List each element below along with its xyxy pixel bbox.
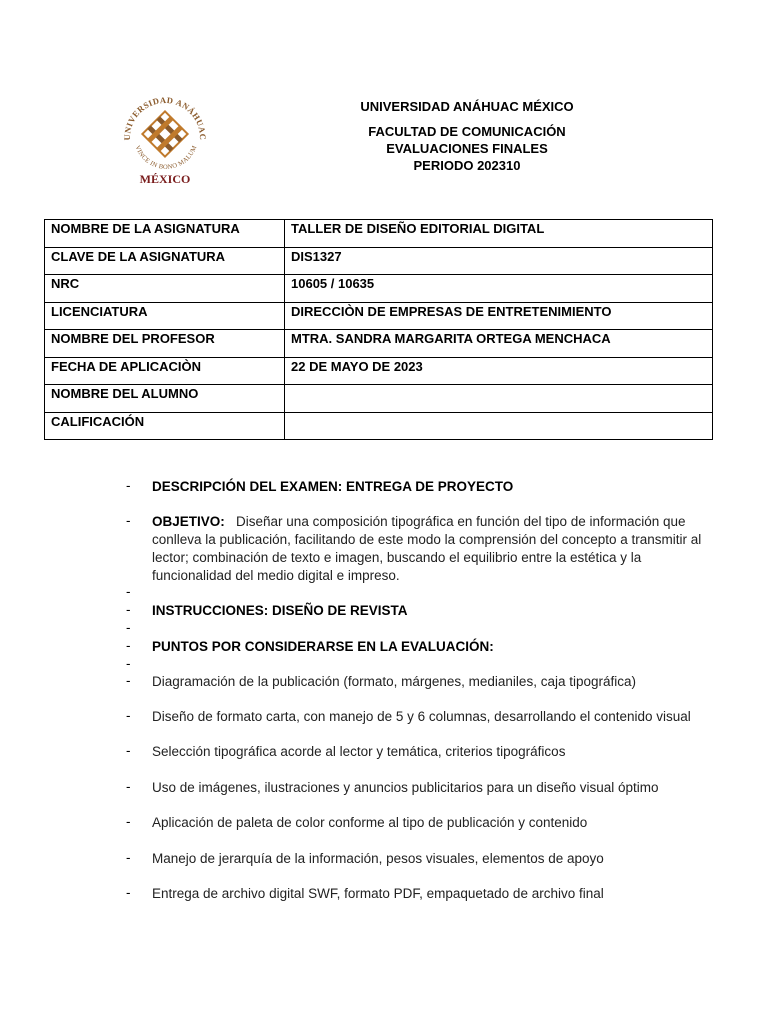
logo-emblem-icon [142,111,187,156]
table-row [45,357,713,385]
svg-text:VINCE IN BONO MALUM [134,145,199,171]
table-row [45,412,713,440]
table-label: NOMBRE DE LA ASIGNATURA [45,220,285,248]
point-item: Aplicación de paleta de color conforme al tipo de publicación y contenido [152,815,588,830]
table-row [45,385,713,413]
table-label: CALIFICACIÓN [45,412,285,440]
point-item: Uso de imágenes, ilustraciones y anuncios publicitarios para un diseño visual óptimo [152,780,659,795]
point-item: Selección tipográfica acorde al lector y temática, criterios tipográficos [152,744,566,759]
faculty-name: FACULTAD DE COMUNICACIÓN [368,124,566,139]
table-value: TALLER DE DISEÑO EDITORIAL DIGITAL [285,220,713,248]
logo-ring-top: UNIVERSIDAD ANÁHUAC [121,94,209,141]
exam-description: DESCRIPCIÓN DEL EXAMEN: ENTREGA DE PROYECTO [152,479,514,494]
table-row [45,247,713,275]
logo-city: MÉXICO [139,172,191,186]
instructions: INSTRUCCIONES: DISEÑO DE REVISTA [152,603,408,618]
points-heading: PUNTOS POR CONSIDERARSE EN LA EVALUACIÓN: [152,639,494,654]
university-logo [116,86,214,190]
table-value grade-field [285,412,713,440]
course-info-table [44,219,713,440]
table-label: NRC [45,275,285,303]
svg-text:UNIVERSIDAD ANÁHUAC [122,95,208,141]
table-label: NOMBRE DEL PROFESOR [45,330,285,358]
table-value: DIRECCIÒN DE EMPRESAS DE ENTRETENIMIENTO [285,302,713,330]
table-row [45,330,713,358]
table-value: DIS1327 [285,247,713,275]
point-item: Manejo de jerarquía de la información, pesos visuales, elementos de apoyo [152,851,604,866]
table-label: FECHA DE APLICACIÒN [45,357,285,385]
table-row [45,275,713,303]
table-label: NOMBRE DEL ALUMNO [45,385,285,413]
objective-text: Diseñar una composición tipográfica en función del tipo de información que conlleva la publicación, facilitando de este modo la comprensión del concepto a transmitir al lector; combinación de texto e imagen, buscando el equilibrio entre la estética y la funcionalidad del medio digital e impreso. [152,514,702,583]
table-label: CLAVE DE LA ASIGNATURA [45,247,285,275]
point-item: Diagramación de la publicación (formato, márgenes, medianiles, caja tipográfica) [152,674,636,689]
table-row [45,220,713,248]
point-item: Diseño de formato carta, con manejo de 5 y 6 columnas, desarrollando el contenido visual [152,709,691,724]
document-header [300,98,634,174]
logo-ring-bottom: VINCE IN BONO MALUM [133,144,199,171]
objective-label: OBJETIVO: [152,514,225,529]
university-name: UNIVERSIDAD ANÁHUAC MÉXICO [360,99,574,114]
table-value: 10605 / 10635 [285,275,713,303]
table-value student-name-field [285,385,713,413]
point-item: Entrega de archivo digital SWF, formato PDF, empaquetado de archivo final [152,886,604,901]
period: PERIODO 202310 [413,158,521,173]
table-value: 22 DE MAYO DE 2023 [285,357,713,385]
objective [152,513,718,585]
evaluations-title: EVALUACIONES FINALES [386,141,548,156]
table-label: LICENCIATURA [45,302,285,330]
table-value: MTRA. SANDRA MARGARITA ORTEGA MENCHACA [285,330,713,358]
table-row [45,302,713,330]
